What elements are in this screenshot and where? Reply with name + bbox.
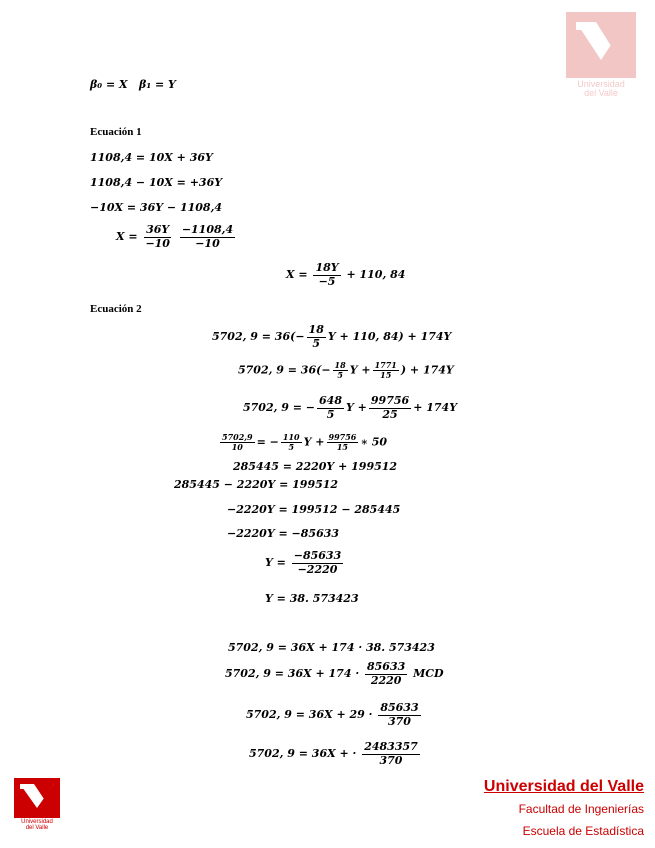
fraction (333, 361, 348, 380)
logo-bottom-line2: del Valle (25, 825, 49, 832)
frac-num: 99756 (370, 394, 410, 407)
eq1-line5 (286, 262, 405, 288)
eq2-line-i (265, 550, 345, 576)
fraction (313, 262, 340, 288)
subs-line-k: 5702, 9 = 36X + 174 · 38. 573423 (228, 641, 435, 654)
university-emblem-icon (566, 12, 636, 78)
frac-num: 99756 (328, 432, 357, 442)
fraction (378, 702, 420, 728)
frac-num: 110 (282, 432, 300, 442)
eq2-b-lhs: 5702, 9 = 36(− (238, 363, 331, 377)
eq1-line5-lhs: X = (286, 268, 308, 282)
eq2-d-mid1: = − (256, 435, 279, 449)
fraction (373, 361, 399, 380)
eq2-d-rest: ∗ 50 (360, 435, 388, 449)
frac-den: 15 (380, 370, 392, 381)
eq2-c-rest: + 174Y (413, 401, 458, 415)
logo-top-line1: Universidad (577, 79, 625, 89)
eq2-b-mid: Y + (349, 363, 371, 377)
beta0-text: β₀ = X (90, 78, 128, 91)
eq2-i-lhs: Y = (265, 556, 286, 570)
eq1-line5-rest: + 110, 84 (346, 268, 406, 282)
eq2-line-j: Y = 38. 573423 (265, 592, 359, 605)
subs-l-rest: MCD (413, 667, 444, 681)
eq2-d-mid2: Y + (303, 435, 325, 449)
frac-num: 85633 (367, 660, 406, 673)
frac-den: 10 (231, 442, 243, 453)
eq2-line-g: −2220Y = 199512 − 285445 (227, 503, 401, 516)
frac-num: 18 (308, 323, 324, 336)
logo-top-line2: del Valle (584, 88, 618, 99)
frac-num: 36Y (146, 223, 170, 236)
subs-m-lhs: 5702, 9 = 36X + 29 · (246, 708, 373, 722)
fraction (307, 324, 326, 350)
university-emblem-icon (14, 778, 60, 818)
eq1-line4 (116, 224, 237, 250)
frac-num: 648 (319, 394, 342, 407)
frac-num: 5702,9 (222, 432, 253, 442)
frac-den: 2220 (370, 673, 402, 687)
frac-num: 1771 (374, 360, 397, 370)
frac-num: 85633 (380, 701, 419, 714)
eq2-a-lhs: 5702, 9 = 36(− (212, 330, 305, 344)
frac-den: 5 (288, 442, 295, 453)
frac-den: 25 (382, 407, 398, 421)
frac-num: 18 (334, 360, 346, 370)
fraction (317, 395, 344, 421)
beta1-text: β₁ = Y (139, 78, 176, 91)
frac-den: −5 (318, 274, 336, 288)
frac-den: 370 (388, 714, 411, 728)
eq2-line-d (218, 433, 387, 452)
eq2-line-e: 285445 = 2220Y + 199512 (233, 460, 398, 473)
frac-den: 370 (379, 753, 403, 767)
eq1-title: Ecuación 1 (90, 126, 142, 138)
frac-num: 2483357 (364, 740, 418, 753)
eq2-line-c (243, 395, 457, 421)
footer-university: Universidad del Valle (483, 778, 644, 795)
frac-num: 18Y (315, 261, 339, 274)
subs-line-m (246, 702, 423, 728)
logo-bottom-line1: Universidad (21, 819, 53, 825)
frac-den: 15 (336, 442, 348, 453)
frac-den: 5 (337, 370, 343, 381)
eq2-a-rest: Y + 110, 84) + 174Y (327, 330, 452, 344)
frac-num: −85633 (293, 549, 342, 562)
eq1-line4-lhs: X = (116, 230, 138, 244)
eq2-title: Ecuación 2 (90, 303, 142, 315)
university-logo-top (566, 12, 636, 99)
university-logo-bottom (14, 778, 60, 832)
eq2-line-f: 285445 − 2220Y = 199512 (174, 478, 339, 491)
eq2-b-rest: ) + 174Y (400, 363, 454, 377)
params-line (90, 78, 176, 91)
eq2-c-lhs: 5702, 9 = − (243, 401, 316, 415)
fraction (327, 433, 359, 452)
fraction (180, 224, 235, 250)
eq2-line-a (212, 324, 451, 350)
subs-line-n (249, 741, 422, 767)
fraction (220, 433, 255, 452)
frac-den: −10 (145, 236, 170, 250)
eq1-line2: 1108,4 − 10X = +36Y (90, 176, 223, 189)
eq2-line-h: −2220Y = −85633 (227, 527, 340, 540)
fraction (369, 395, 411, 421)
eq2-c-mid: Y + (346, 401, 367, 415)
footer (384, 776, 644, 842)
frac-den: 5 (326, 407, 335, 421)
fraction (292, 550, 344, 576)
frac-den: 5 (312, 336, 321, 350)
frac-den: −10 (195, 236, 220, 250)
footer-school: Escuela de Estadística (522, 824, 644, 838)
subs-l-lhs: 5702, 9 = 36X + 174 · (225, 667, 360, 681)
fraction (281, 433, 302, 452)
frac-den: −2220 (297, 562, 338, 576)
footer-faculty: Facultad de Ingenierías (518, 802, 644, 816)
eq1-line1: 1108,4 = 10X + 36Y (90, 151, 213, 164)
fraction (365, 661, 407, 687)
subs-line-l (225, 661, 444, 687)
fraction (143, 224, 172, 250)
frac-num: −1108,4 (181, 223, 234, 236)
fraction (362, 741, 420, 767)
eq2-line-b (238, 361, 454, 380)
eq1-line3: −10X = 36Y − 1108,4 (90, 201, 223, 214)
subs-n-lhs: 5702, 9 = 36X + · (249, 747, 357, 761)
